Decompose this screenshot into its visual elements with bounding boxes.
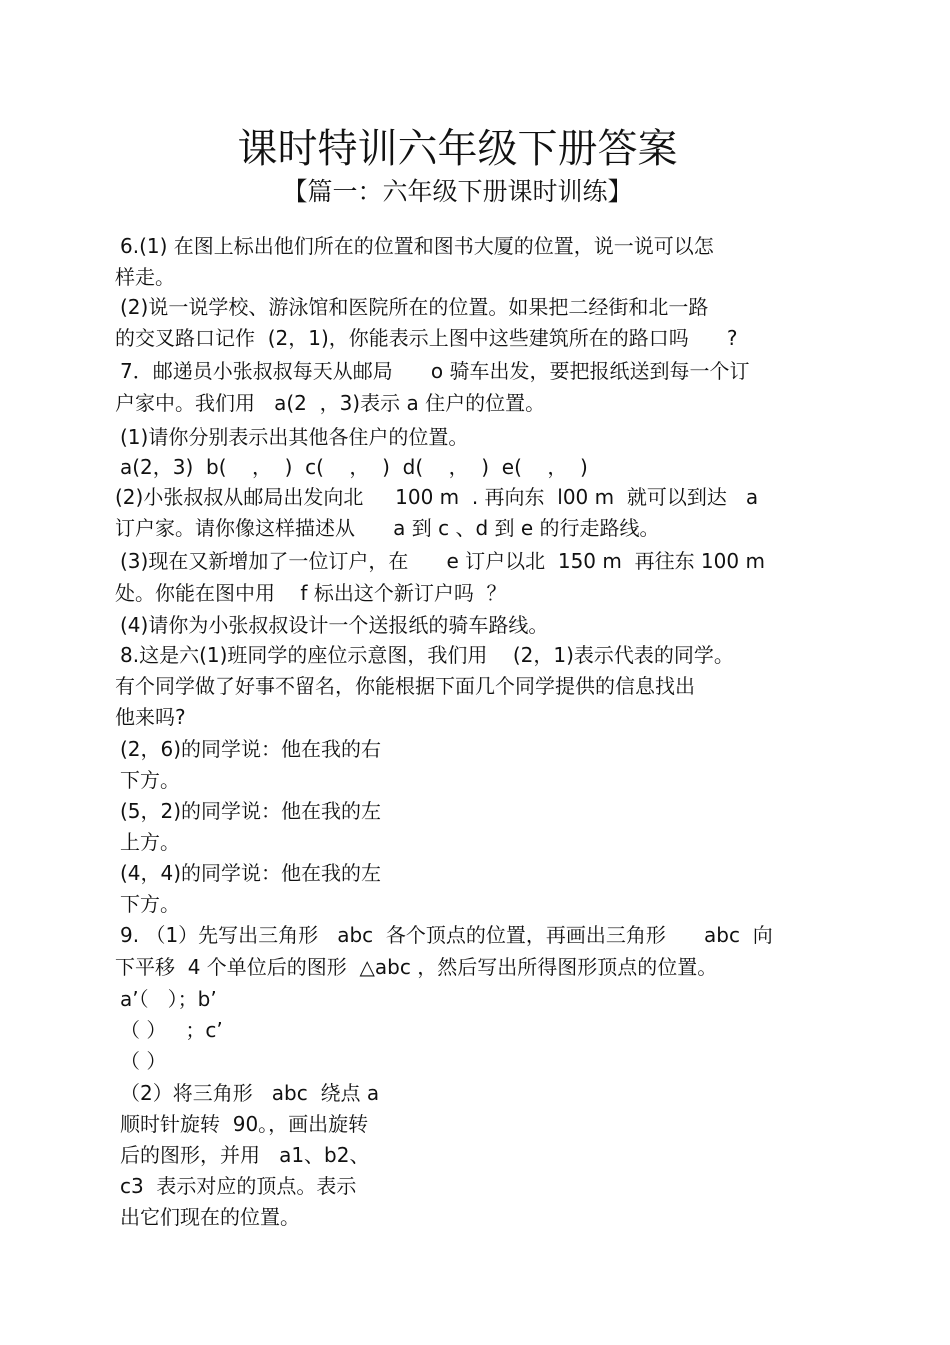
text-line: 7．邮递员小张叔叔每天从邮局 o 骑车出发，要把报纸送到每一个订 (120, 359, 750, 383)
text-line: 他来吗? (115, 705, 186, 729)
text-line: (4，4)的同学说：他在我的左 (120, 861, 382, 885)
text-line: 后的图形，并用 a1、b2、 (120, 1143, 370, 1167)
text-line: (4)请你为小张叔叔设计一个送报纸的骑车路线。 (120, 613, 549, 637)
text-line: （ ） (120, 1049, 167, 1073)
text-line: 下方。 (120, 892, 180, 916)
text-line: (3)现在又新增加了一位订户，在 e 订户以北 150 m 再往东 100 m (120, 549, 765, 573)
text-line: （2）将三角形 abc 绕点 a (120, 1081, 380, 1105)
text-line: 上方。 (120, 830, 180, 854)
text-line: 的交叉路口记作 (2，1)，你能表示上图中这些建筑所在的路口吗 ? (115, 326, 738, 350)
text-line: 下平移 4 个单位后的图形 △abc ，然后写出所得图形顶点的位置。 (115, 955, 718, 979)
document-title: 课时特训六年级下册答案 (237, 126, 678, 172)
text-line: (5，2)的同学说：他在我的左 (120, 799, 382, 823)
text-line: （ ） ；c’ (120, 1018, 223, 1042)
text-line: 9. （1）先写出三角形 abc 各个顶点的位置，再画出三角形 abc 向 (120, 923, 773, 947)
text-line: (2)小张叔叔从邮局出发向北 100 m . 再向东 l00 m 就可以到达 a (115, 485, 759, 509)
text-line: 8.这是六(1)班同学的座位示意图，我们用 (2，1)表示代表的同学。 (120, 643, 734, 667)
text-line: (2)说一说学校、游泳馆和医院所在的位置。如果把二经街和北一路 (120, 295, 709, 319)
text-line: (2，6)的同学说：他在我的右 (120, 737, 382, 761)
text-line: 订户家。请你像这样描述从 a 到 c 、d 到 e 的行走路线。 (115, 516, 660, 540)
text-line: 顺时针旋转 90。，画出旋转 (120, 1112, 369, 1136)
text-line: 有个同学做了好事不留名，你能根据下面几个同学提供的信息找出 (115, 674, 695, 698)
text-line: 样走。 (115, 265, 175, 289)
text-line: 下方。 (120, 768, 180, 792)
text-line: c3 表示对应的顶点。表示 (120, 1174, 357, 1198)
text-line: 出它们现在的位置。 (120, 1205, 300, 1229)
text-line: a(2，3) b( ， ) c( ， ) d( ， ) e( ， ) (120, 455, 588, 479)
text-line: a’（ ）；b’ (120, 987, 217, 1011)
text-line: 处。你能在图中用 f 标出这个新订户吗 ？ (115, 581, 507, 605)
text-line: 6.(1) 在图上标出他们所在的位置和图书大厦的位置，说一说可以怎 (120, 234, 714, 258)
text-line: (1)请你分别表示出其他各住户的位置。 (120, 425, 469, 449)
text-line: 户家中。我们用 a(2 ，3)表示 a 住户的位置。 (115, 391, 546, 415)
document-subtitle: 【篇一：六年级下册课时训练】 (282, 177, 633, 206)
